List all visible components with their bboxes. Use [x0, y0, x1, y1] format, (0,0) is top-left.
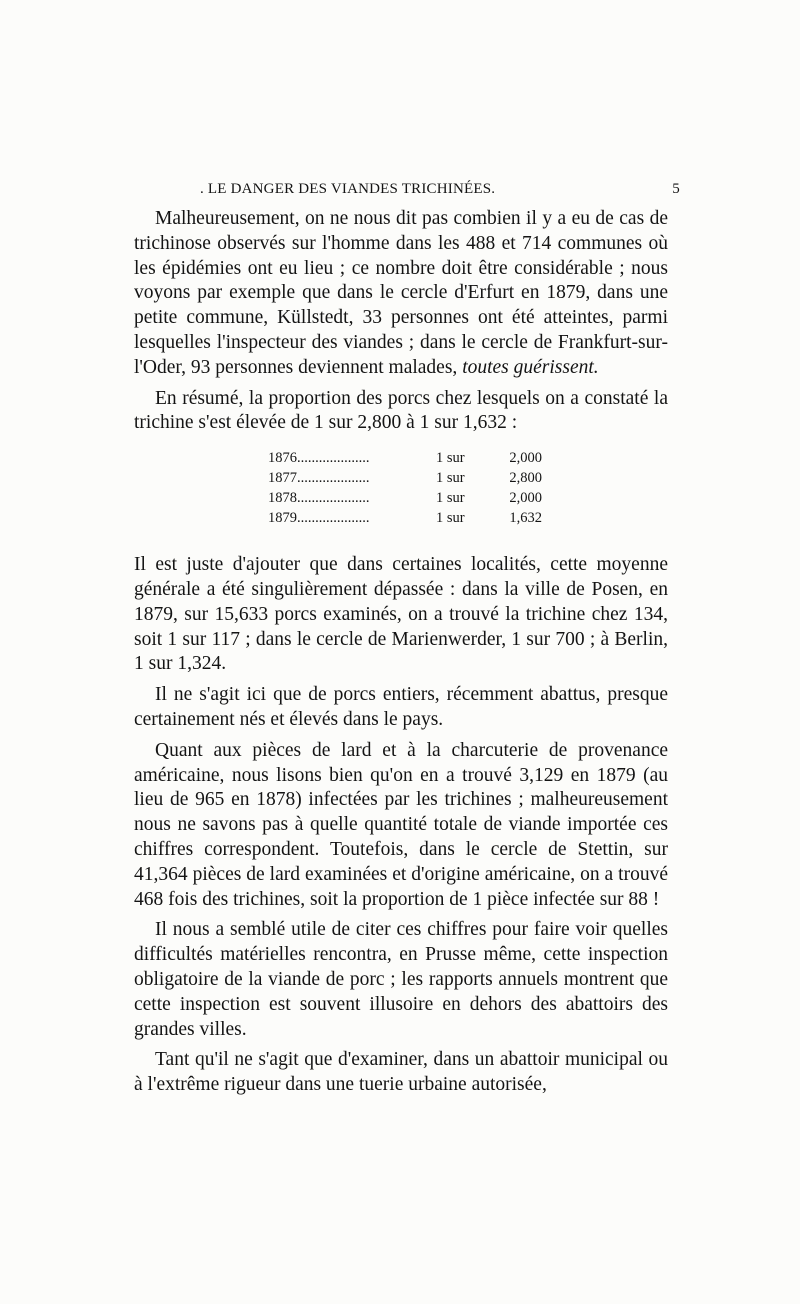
table-value: 2,000 [509, 490, 542, 507]
paragraph-7: Tant qu'il ne s'agit que d'examiner, dans un abattoir municipal ou à l'extrême rigueur dans une tuerie urbaine autorisée, [134, 1049, 668, 1096]
paragraph-6: Il nous a semblé utile de citer ces chiffres pour faire voir quelles difficultés matérielles rencontra, en Prusse même, cette inspection obligatoire de la viande de porc ; les rapports annuels montrent que cette inspection est souvent illusoire en dehors des abattoirs des grandes villes. [134, 919, 668, 1040]
table-year: 1876 [268, 450, 297, 467]
table-row [268, 468, 542, 488]
paragraph-1-text: Malheureusement, on ne nous dit pas combien il y a eu de cas de trichinose observés sur l'homme dans les 488 et 714 communes où les épidémies ont eu lieu ; ce nombre doit être considérable ; nous voyons par exemple que dans le cercle d'Erfurt en 1879, dans une petite commune, Küllstedt, 33 personnes ont été atteintes, parmi lesquelles l'inspecteur des viandes ; dans le cercle de Frankfurt-sur-l'Oder, 93 personnes deviennent malades, [134, 208, 668, 378]
running-header [200, 181, 680, 198]
table-year: 1878 [268, 490, 297, 507]
paragraph-4: Il ne s'agit ici que de porcs entiers, récemment abattus, presque certainement nés et élevés dans le pays. [134, 684, 668, 730]
infection-rate-table [268, 448, 542, 528]
table-row [268, 448, 542, 468]
paragraph-3: Il est juste d'ajouter que dans certaines localités, cette moyenne générale a été singulièrement dépassée : dans la ville de Posen, en 1879, sur 15,633 porcs examinés, on a trouvé la trichine chez 134, soit 1 sur 117 ; dans le cercle de Marienwerder, 1 sur 700 ; à Berlin, 1 sur 1,324. [134, 554, 668, 675]
paragraph-2: En résumé, la proportion des porcs chez lesquels on a constaté la trichine s'est élevée de 1 sur 2,800 à 1 sur 1,632 : [134, 387, 668, 434]
table-row [268, 488, 542, 508]
paragraph-5: Quant aux pièces de lard et à la charcuterie de provenance américaine, nous lisons bien qu'on en a trouvé 3,129 en 1879 (au lieu de 965 en 1878) infectées par les trichines ; malheureusement nous ne savons pas à quelle quantité totale de viande importée ces chiffres correspondent. Toutefois, dans le cercle de Stettin, sur 41,364 pièces de lard examinées et d'origine américaine, on a trouvé 468 fois des trichines, soit la proportion de 1 pièce infectée sur 88 ! [134, 739, 668, 910]
leader-dots [297, 450, 370, 466]
leader-dots [297, 470, 370, 486]
table-value: 2,000 [509, 450, 542, 467]
running-title: . LE DANGER DES VIANDES TRICHINÉES. [200, 181, 496, 197]
table-ratio: 1 sur [436, 510, 465, 527]
paragraph-1-emphasis: toutes guérissent. [462, 356, 599, 378]
table-ratio: 1 sur [436, 490, 465, 507]
leader-dots [297, 490, 370, 506]
page-number: 5 [672, 181, 680, 197]
table-ratio: 1 sur [436, 470, 465, 487]
leader-dots [297, 510, 370, 526]
table-value: 2,800 [509, 470, 542, 487]
table-year: 1877 [268, 470, 297, 487]
table-ratio: 1 sur [436, 450, 465, 467]
page-body [134, 207, 668, 1104]
table-value: 1,632 [509, 510, 542, 527]
table-year: 1879 [268, 510, 297, 527]
table-row [268, 508, 542, 528]
paragraph-1 [134, 207, 668, 381]
